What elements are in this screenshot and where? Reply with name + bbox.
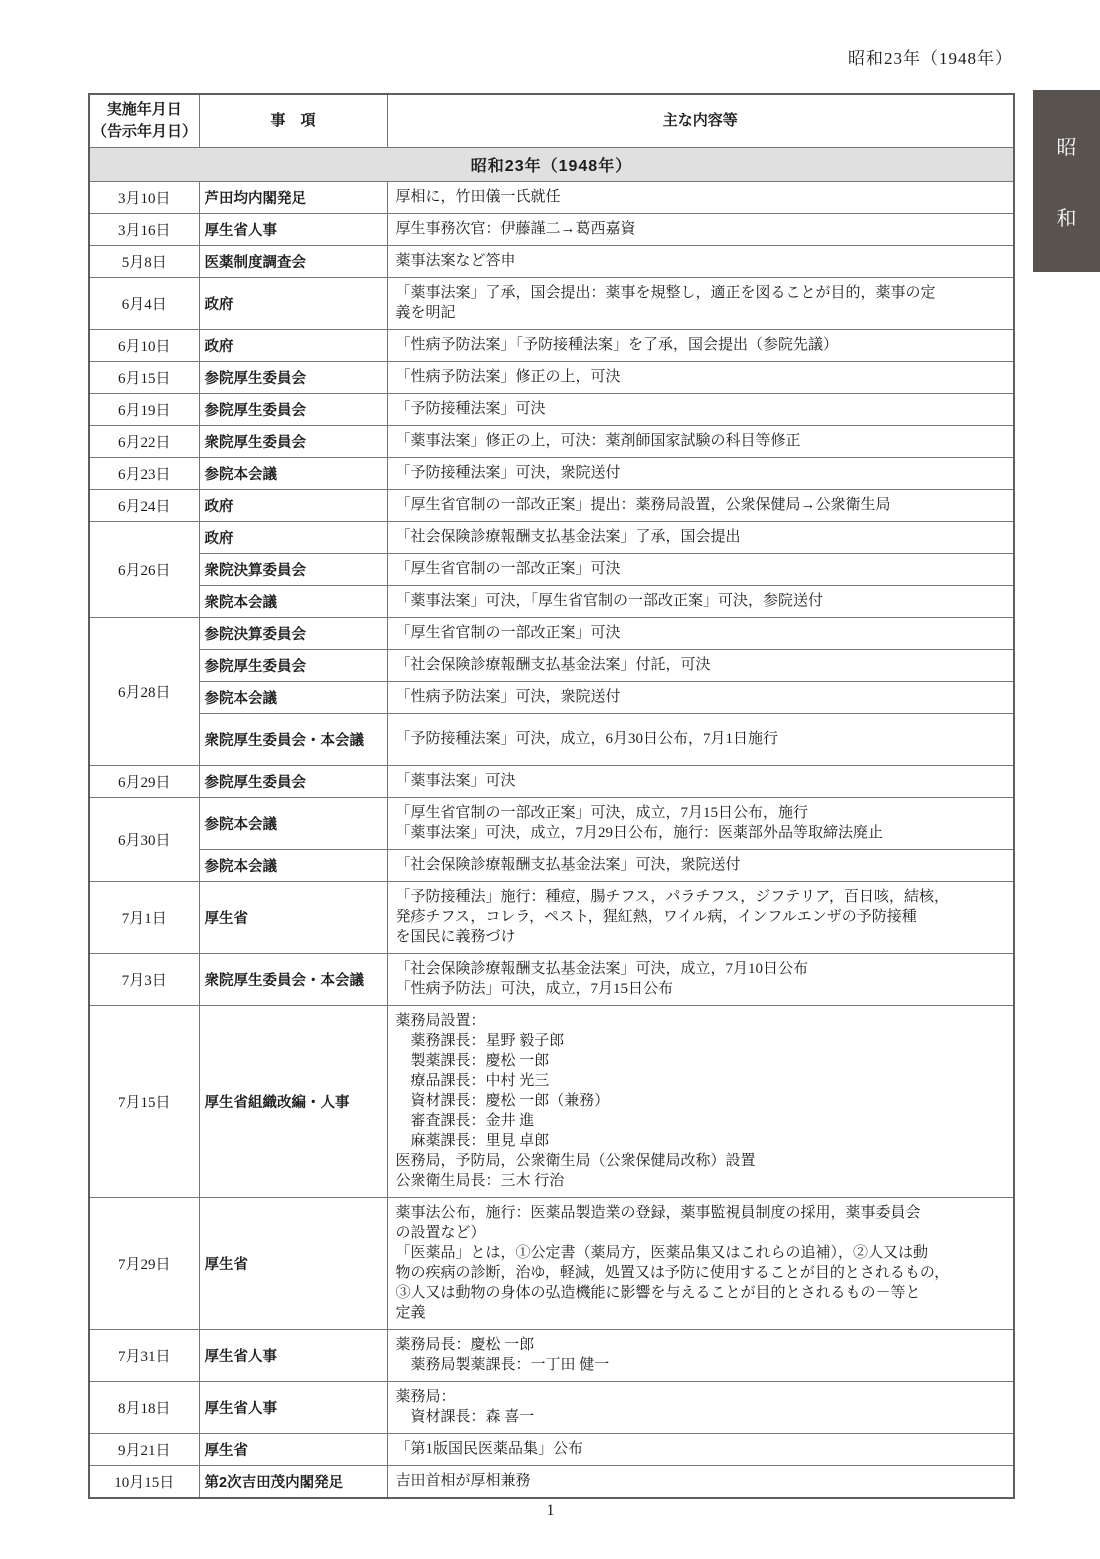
content-line: 「薬事法案」可決，「厚生省官制の一部改正案」可決，参院送付 <box>395 592 824 609</box>
table-row <box>89 1005 1014 1197</box>
item-cell: 厚生省人事 <box>199 1381 387 1433</box>
content-cell <box>387 849 1014 881</box>
content-line: 物の疾病の診断，治ゆ，軽減，処置又は予防に使用することが目的とされるもの， <box>395 1264 950 1281</box>
content-line: 「厚生省官制の一部改正案」提出：薬務局設置，公衆保健局→公衆衛生局 <box>395 496 891 513</box>
content-line: 発疹チフス，コレラ，ペスト，猩紅熱，ワイル病，インフルエンザの予防接種 <box>395 908 917 925</box>
content-line: 「予防接種法」施行：種痘，腸チフス，パラチフス，ジフテリア，百日咳，結核， <box>395 888 950 905</box>
date-cell: 6月4日 <box>89 277 199 329</box>
content-line: 「予防接種法案」可決，衆院送付 <box>395 464 621 481</box>
content-line: 「予防接種法案」可決 <box>395 400 546 417</box>
era-side-tab <box>1033 90 1100 272</box>
date-cell: 3月10日 <box>89 181 199 213</box>
table-row <box>89 521 1014 553</box>
content-line: 「性病予防法」可決，成立，7月15日公布 <box>395 980 674 997</box>
item-cell: 衆院厚生委員会・本会議 <box>199 953 387 1005</box>
content-line: 「社会保険診療報酬支払基金法案」可決，成立，7月10日公布 <box>395 960 809 977</box>
table-row <box>89 553 1014 585</box>
content-line: 「薬事法案」修正の上，可決：薬剤師国家試験の科目等修正 <box>395 432 801 449</box>
content-line: 「社会保険診療報酬支払基金法案」付託，可決 <box>395 656 711 673</box>
item-cell: 参院本会議 <box>199 457 387 489</box>
date-cell: 8月18日 <box>89 1381 199 1433</box>
table-row <box>89 713 1014 765</box>
table-row <box>89 1433 1014 1465</box>
table-row <box>89 393 1014 425</box>
table-row <box>89 1329 1014 1381</box>
content-cell <box>387 393 1014 425</box>
content-line: 資材課長：森 喜一 <box>395 1408 535 1425</box>
content-cell <box>387 457 1014 489</box>
content-cell <box>387 181 1014 213</box>
item-cell: 厚生省組織改編・人事 <box>199 1005 387 1197</box>
table-row <box>89 1381 1014 1433</box>
content-line: 「予防接種法案」可決，成立，6月30日公布，7月1日施行 <box>395 730 779 747</box>
content-cell <box>387 277 1014 329</box>
date-cell: 5月8日 <box>89 245 199 277</box>
content-line: 審査課長：金井 進 <box>395 1112 535 1129</box>
table-row <box>89 277 1014 329</box>
content-cell <box>387 553 1014 585</box>
date-cell: 6月22日 <box>89 425 199 457</box>
content-line: 薬事法公布，施行：医薬品製造業の登録，薬事監視員制度の採用，薬事委員会 <box>395 1204 921 1221</box>
date-cell: 7月15日 <box>89 1005 199 1197</box>
table-row <box>89 489 1014 521</box>
content-line: 「性病予防法案」「予防接種法案」を了承，国会提出（参院先議） <box>395 336 839 353</box>
item-cell: 参院厚生委員会 <box>199 361 387 393</box>
content-cell <box>387 1005 1014 1197</box>
item-cell: 参院本会議 <box>199 849 387 881</box>
table-row <box>89 797 1014 849</box>
content-cell <box>387 1197 1014 1329</box>
content-line: 資材課長：慶松 一郎（兼務） <box>395 1092 610 1109</box>
item-cell: 厚生省 <box>199 881 387 953</box>
content-line: 「薬事法案」了承，国会提出：薬事を規整し，適正を図ることが目的，薬事の定 <box>395 284 936 301</box>
era-tab-char: 昭 <box>1056 137 1077 160</box>
content-line: 薬務局製薬課長：一丁田 健一 <box>395 1356 610 1373</box>
year-band: 昭和23年（1948年） <box>89 147 1014 181</box>
content-line: 厚相に，竹田儀一氏就任 <box>395 188 561 205</box>
item-cell: 衆院本会議 <box>199 585 387 617</box>
header-content: 主な内容等 <box>387 94 1014 147</box>
item-cell: 厚生省 <box>199 1197 387 1329</box>
table-row <box>89 681 1014 713</box>
content-line: 「医薬品」とは，①公定書（薬局方，医薬品集又はこれらの追補），②人又は動 <box>395 1244 929 1261</box>
content-line: 「社会保険診療報酬支払基金法案」可決，衆院送付 <box>395 856 741 873</box>
content-line: を国民に義務づけ <box>395 928 516 945</box>
date-cell: 6月10日 <box>89 329 199 361</box>
table-row <box>89 617 1014 649</box>
date-cell: 6月24日 <box>89 489 199 521</box>
date-cell: 6月19日 <box>89 393 199 425</box>
item-cell: 医薬制度調査会 <box>199 245 387 277</box>
table-row <box>89 849 1014 881</box>
item-cell: 衆院厚生委員会・本会議 <box>199 713 387 765</box>
table-row <box>89 245 1014 277</box>
item-cell: 政府 <box>199 489 387 521</box>
content-line: ③人又は動物の身体の弘造機能に影響を与えることが目的とされるもの－等と <box>395 1284 921 1301</box>
content-cell <box>387 1433 1014 1465</box>
item-cell: 厚生省人事 <box>199 1329 387 1381</box>
date-cell: 7月1日 <box>89 881 199 953</box>
date-cell: 7月31日 <box>89 1329 199 1381</box>
content-cell <box>387 1465 1014 1498</box>
content-cell <box>387 617 1014 649</box>
table-row <box>89 881 1014 953</box>
table-row <box>89 329 1014 361</box>
content-line: 「社会保険診療報酬支払基金法案」了承，国会提出 <box>395 528 741 545</box>
content-line: 麻薬課長：里見 卓郎 <box>395 1132 550 1149</box>
content-line: の設置など） <box>395 1224 486 1241</box>
content-line: 製薬課長：慶松 一郎 <box>395 1052 550 1069</box>
content-line: 「厚生省官制の一部改正案」可決 <box>395 624 621 641</box>
content-line: 「薬事法案」可決 <box>395 772 516 789</box>
content-line: 「性病予防法案」修正の上，可決 <box>395 368 621 385</box>
table-row <box>89 457 1014 489</box>
item-cell: 参院厚生委員会 <box>199 765 387 797</box>
item-cell: 政府 <box>199 521 387 553</box>
content-cell <box>387 585 1014 617</box>
content-line: 薬事法案など答申 <box>395 252 516 269</box>
page-number: 1 <box>546 1502 555 1519</box>
table-row <box>89 181 1014 213</box>
content-line: 「厚生省官制の一部改正案」可決，成立，7月15日公布，施行 <box>395 804 809 821</box>
table-row <box>89 361 1014 393</box>
item-cell: 参院決算委員会 <box>199 617 387 649</box>
chronology-table <box>88 93 1015 1499</box>
content-line: 医務局，予防局，公衆衛生局（公衆保健局改称）設置 <box>395 1152 756 1169</box>
content-cell <box>387 489 1014 521</box>
item-cell: 政府 <box>199 329 387 361</box>
date-cell: 6月23日 <box>89 457 199 489</box>
content-cell <box>387 681 1014 713</box>
content-cell <box>387 713 1014 765</box>
item-cell: 衆院決算委員会 <box>199 553 387 585</box>
item-cell: 参院厚生委員会 <box>199 393 387 425</box>
content-cell <box>387 425 1014 457</box>
content-line: 療品課長：中村 光三 <box>395 1072 550 1089</box>
table-row <box>89 765 1014 797</box>
item-cell: 参院厚生委員会 <box>199 649 387 681</box>
date-cell: 6月15日 <box>89 361 199 393</box>
content-line: 義を明記 <box>395 304 456 321</box>
content-cell <box>387 1381 1014 1433</box>
content-cell <box>387 953 1014 1005</box>
year-band-row <box>89 147 1014 181</box>
content-line: 公衆衛生局長：三木 行治 <box>395 1172 565 1189</box>
header-item: 事 項 <box>199 94 387 147</box>
content-line: 「薬事法案」可決，成立，7月29日公布，施行：医薬部外品等取締法廃止 <box>395 824 884 841</box>
date-cell: 7月3日 <box>89 953 199 1005</box>
table-row <box>89 953 1014 1005</box>
era-tab-char: 和 <box>1056 207 1077 230</box>
table-row <box>89 213 1014 245</box>
item-cell: 芦田均内閣発足 <box>199 181 387 213</box>
item-cell: 衆院厚生委員会 <box>199 425 387 457</box>
content-line: 「第1版国民医薬品集」公布 <box>395 1440 584 1457</box>
content-cell <box>387 797 1014 849</box>
item-cell: 第2次吉田茂内閣発足 <box>199 1465 387 1498</box>
date-cell: 10月15日 <box>89 1465 199 1498</box>
content-cell <box>387 245 1014 277</box>
content-cell <box>387 881 1014 953</box>
content-line: 薬務局長：慶松 一郎 <box>395 1336 535 1353</box>
table-row <box>89 1465 1014 1498</box>
table-header-row <box>89 94 1014 147</box>
content-cell <box>387 521 1014 553</box>
content-cell <box>387 765 1014 797</box>
content-line: 「性病予防法案」可決，衆院送付 <box>395 688 621 705</box>
date-cell: 6月29日 <box>89 765 199 797</box>
header-date <box>89 94 199 147</box>
content-cell <box>387 329 1014 361</box>
table-row <box>89 585 1014 617</box>
table-row <box>89 425 1014 457</box>
date-cell: 6月30日 <box>89 797 199 881</box>
header-date-line2: （告示年月日） <box>92 122 198 140</box>
content-cell <box>387 361 1014 393</box>
date-cell: 6月26日 <box>89 521 199 617</box>
date-cell: 9月21日 <box>89 1433 199 1465</box>
item-cell: 政府 <box>199 277 387 329</box>
content-cell <box>387 1329 1014 1381</box>
content-line: 薬務局設置： <box>395 1012 486 1029</box>
page-title: 昭和23年（1948年） <box>848 49 1013 68</box>
item-cell: 参院本会議 <box>199 681 387 713</box>
table-row <box>89 1197 1014 1329</box>
content-line: 厚生事務次官：伊藤謹二→葛西嘉資 <box>395 220 636 237</box>
content-line: 薬務局： <box>395 1388 456 1405</box>
item-cell: 厚生省人事 <box>199 213 387 245</box>
content-line: 吉田首相が厚相兼務 <box>395 1472 531 1489</box>
table-row <box>89 649 1014 681</box>
content-cell <box>387 649 1014 681</box>
date-cell: 3月16日 <box>89 213 199 245</box>
content-line: 薬務課長：星野 毅子郎 <box>395 1032 565 1049</box>
content-line: 「厚生省官制の一部改正案」可決 <box>395 560 621 577</box>
date-cell: 7月29日 <box>89 1197 199 1329</box>
item-cell: 参院本会議 <box>199 797 387 849</box>
date-cell: 6月28日 <box>89 617 199 765</box>
content-line: 定義 <box>395 1304 426 1321</box>
content-cell <box>387 213 1014 245</box>
header-date-line1: 実施年月日 <box>106 100 182 118</box>
item-cell: 厚生省 <box>199 1433 387 1465</box>
